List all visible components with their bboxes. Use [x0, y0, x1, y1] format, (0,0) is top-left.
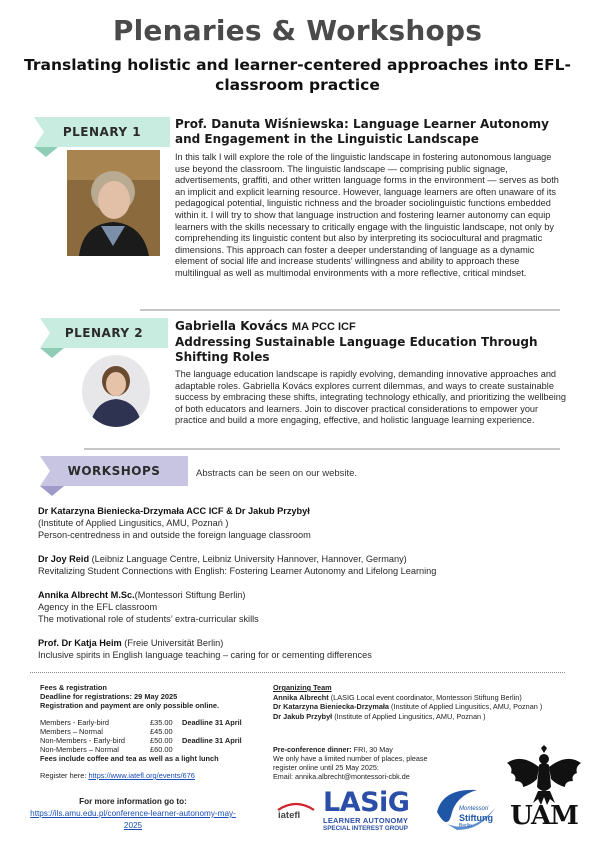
plenary2-speaker-photo	[82, 355, 150, 427]
plenary2-ribbon	[40, 318, 168, 348]
plenary2-label: PLENARY 2	[64, 326, 144, 340]
page-title: Plenaries & Workshops	[112, 14, 483, 47]
plenary2-title-line2: Shifting Roles	[175, 350, 270, 364]
ribbon-fold	[40, 348, 64, 358]
workshop-item	[38, 553, 568, 577]
ribbon-fold	[40, 486, 64, 496]
pre-conference-label: Pre-conference dinner:	[273, 745, 352, 754]
pre-conference	[273, 745, 473, 781]
workshop-presenter: Dr Joy Reid	[38, 554, 90, 564]
workshop-item	[38, 637, 568, 661]
organizer-name: Dr Jakub Przybył	[273, 711, 333, 721]
price-row	[40, 736, 265, 745]
lasig-logo	[323, 788, 431, 834]
ribbon-notch	[34, 117, 44, 147]
ribbon-fold	[34, 147, 58, 157]
register-link[interactable]: https://www.iatefl.org/events/676	[88, 771, 195, 780]
iatefl-logo	[276, 800, 316, 826]
plenary1-title-line2: and Engagement in the Linguistic Landscape	[175, 132, 479, 146]
iatefl-text: iatefl	[278, 810, 301, 821]
workshops-label: WORKSHOPS	[67, 464, 161, 478]
organizer-role: (Institute of Applied Lingusitics, AMU, Poznan )	[332, 711, 486, 721]
montessori-logo	[433, 786, 501, 836]
workshops-note: Abstracts can be seen on our website.	[196, 468, 358, 479]
workshop-affiliation: (Leibniz Language Centre, Leibniz University Hannover, Hannover, Germany)	[91, 554, 407, 564]
ribbon-notch	[40, 456, 50, 486]
workshop-presenter: Annika Albrecht M.Sc.	[38, 590, 135, 600]
lasig-sub2: SPECIAL INTEREST GROUP	[323, 825, 408, 832]
organizing-team	[273, 683, 573, 721]
pre-conference-email: Email: annika.albrecht@montessori-cbk.de	[273, 772, 410, 781]
organizer-role: (LASIG Local event coordinator, Montessori Stiftung Berlin)	[330, 692, 522, 702]
price-note: Deadline 31 April	[182, 718, 242, 727]
pre-conference-date: FRI, 30 May	[351, 745, 393, 754]
page-subtitle: Translating holistic and learner-centered approaches into EFL-classroom practice	[24, 56, 571, 94]
section-divider	[84, 448, 560, 450]
organizer-name: Annika Albrecht	[273, 692, 329, 702]
fees-includes: Fees include coffee and tea as well as a light lunch	[40, 754, 219, 763]
montessori-text1: Montessori	[459, 806, 489, 812]
uam-eagle-emblem	[505, 745, 583, 833]
workshop-affiliation: (Freie Universität Berlin)	[124, 638, 224, 648]
fees-section	[40, 683, 265, 780]
organizer-name: Dr Katarzyna Bieniecka-Drzymała	[273, 702, 389, 711]
price-label: Non-Members - Early-bird	[40, 736, 126, 745]
workshop-presenter: Dr Katarzyna Bieniecka-Drzymała ACC ICF & Dr Jakub Przybył	[38, 506, 310, 516]
plenary2-abstract: The language education landscape is rapidly evolving, demanding innovative approaches and adaptable roles. Gabriella Kovács explores current dilemmas, and ways to create sustainable success by embracing these shifts, integrating technology ethically, and prioritizing the wellbeing of both educators and learners. Join to discover practical considerations to empower your practice and build a more engaging, effective, and holistic language learning experience.	[175, 369, 567, 426]
workshop-item	[38, 589, 568, 625]
price-label: Members – Normal	[40, 727, 103, 736]
price-value: £35.00	[150, 718, 173, 727]
plenary2-title-line1: Addressing Sustainable Language Education Through	[175, 335, 538, 349]
plenary1-abstract: In this talk I will explore the role of the linguistic landscape in fostering autonomous language use beyond the classroom. The linguistic landscape — comprising public signage, advertisements, graffiti, and other written language forms in the environment — serves as both an implicit and explicit learning resource. However, language learners are often unaware of its pedagogical potential, linguistic richness and the broader sociolinguistic functions embedded within it. I will try to show that language instruction and fostering learner autonomy can equip learners with the skills necessary to critically engage with the linguistic landscape, not only by comprehending its linguistic content but also by interpreting its sociocultural and pragmatic dimensions. This approach can foster a deeper understanding of language as a dynamic element of social life and increase students’ willingness and ability to approach these multilingual as well as multimodal environments with a more reflective, critical mindset.	[175, 152, 559, 278]
workshop-affiliation: (Institute of Applied Lingusitics, AMU, Poznań )	[38, 518, 229, 528]
lasig-wordmark: LASiG	[323, 787, 410, 818]
dotted-divider	[30, 672, 565, 673]
pre-conference-line3: register online until 25 May 2025:	[273, 763, 379, 772]
more-info-link[interactable]: https://ils.amu.edu.pl/conference-learner-autonomy-may-2025	[30, 809, 236, 830]
price-row	[40, 727, 265, 736]
pre-conference-line2: We only have a limited number of places, please	[273, 754, 428, 763]
plenary2-title	[175, 319, 575, 365]
fees-online-note: Registration and payment are only possible online.	[40, 701, 220, 710]
price-value: £45.00	[150, 727, 173, 736]
workshop-presenter: Prof. Dr Katja Heim	[38, 638, 122, 648]
workshop-title-line2: The motivational role of students’ extra-curricular skills	[38, 614, 259, 624]
price-note: Deadline 31 April	[182, 736, 242, 745]
price-label: Members - Early-bird	[40, 718, 109, 727]
workshop-title: Agency in the EFL classroom	[38, 602, 158, 612]
organizing-heading: Organizing Team	[273, 683, 332, 692]
plenary2-speaker: Gabriella Kovács	[175, 319, 288, 333]
ribbon-notch	[40, 318, 50, 348]
more-info	[18, 796, 248, 832]
uam-wordmark: UAM	[510, 801, 578, 831]
price-row	[40, 745, 265, 754]
montessori-text2: Stiftung	[459, 813, 493, 823]
plenary1-title	[175, 117, 575, 147]
section-divider	[140, 309, 560, 311]
plenary1-speaker-photo	[67, 150, 160, 256]
fees-deadline: Deadline for registrations: 29 May 2025	[40, 692, 178, 701]
workshop-title: Inclusive spirits in English language teaching – caring for or cementing differences	[38, 650, 372, 660]
plenary2-credentials: MA PCC ICF	[291, 321, 356, 333]
plenary1-label: PLENARY 1	[62, 125, 142, 139]
montessori-text3: Berlin	[459, 823, 472, 829]
workshop-title: Revitalizing Student Connections with English: Fostering Learner Autonomy and Lifelong Learning	[38, 566, 437, 576]
more-info-heading: For more information go to:	[79, 797, 187, 806]
workshop-affiliation: (Montessori Stiftung Berlin)	[134, 590, 246, 600]
workshop-item	[38, 505, 568, 541]
price-row	[40, 718, 265, 727]
workshop-title: Person-centredness in and outside the foreign language classroom	[38, 530, 311, 540]
register-label: Register here:	[40, 771, 89, 780]
price-value: £50.00	[150, 736, 173, 745]
plenary1-ribbon	[34, 117, 170, 147]
workshops-ribbon	[40, 456, 188, 486]
lasig-sub1: LEARNER AUTONOMY	[323, 816, 409, 825]
price-label: Non-Members – Normal	[40, 745, 119, 754]
fees-heading: Fees & registration	[40, 683, 107, 692]
price-value: £60.00	[150, 745, 173, 754]
organizer-role: (Institute of Applied Lingusitics, AMU, Poznan )	[391, 702, 543, 711]
plenary1-title-line1: Prof. Danuta Wiśniewska: Language Learner Autonomy	[175, 117, 549, 131]
